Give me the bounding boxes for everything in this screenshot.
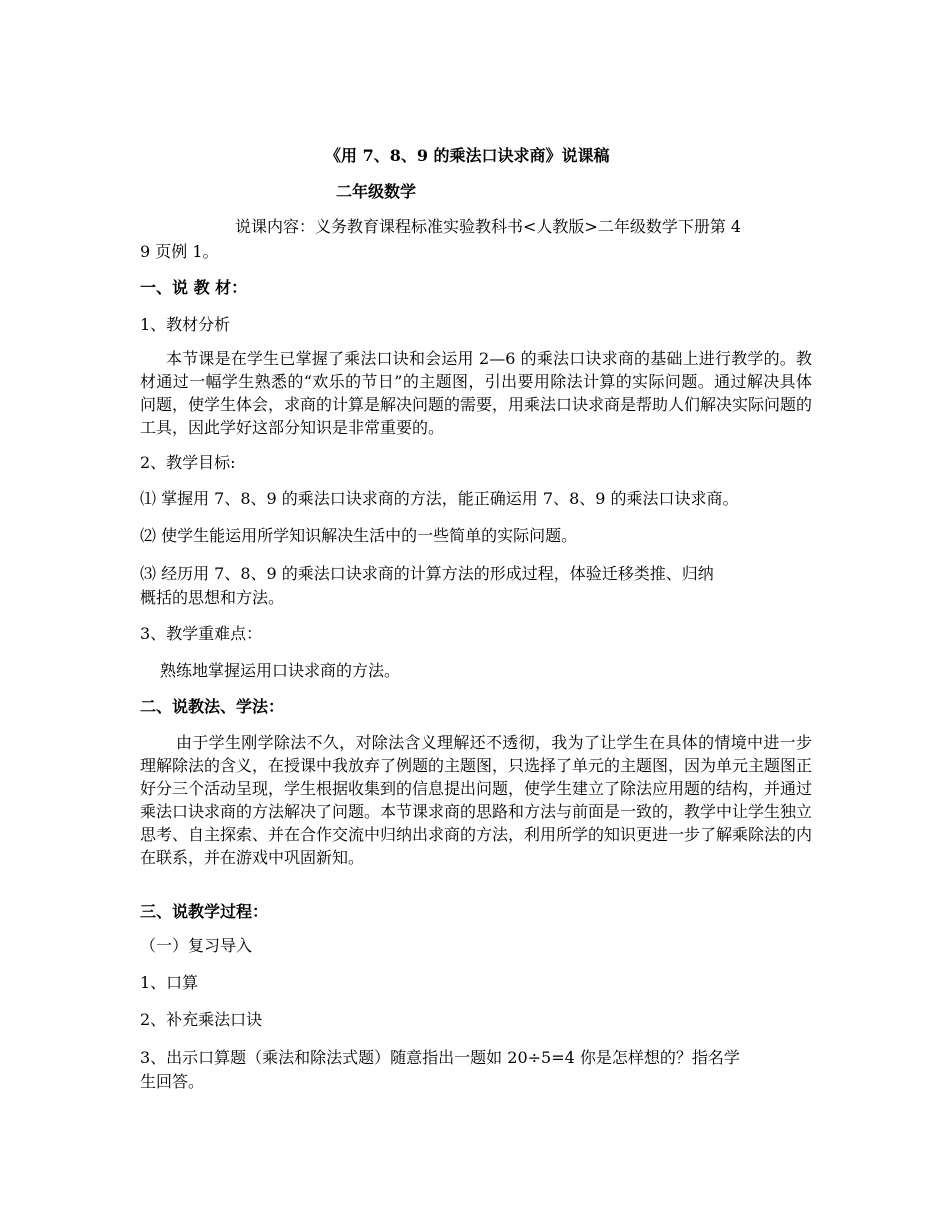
- goal-3-line-1: ⑶ 经历用 7、8、9 的乘法口诀求商的计算方法的形成过程，体验迁移类推、归纳: [140, 564, 714, 583]
- goal-3-line-2: 概括的思想和方法。: [140, 588, 285, 607]
- process-item-1: 1、口算: [140, 973, 199, 992]
- section3-heading: 三、说教学过程：: [140, 902, 269, 921]
- intro-line-2: 9 页例 1。: [140, 242, 219, 261]
- process-item-3-line-1: 3、出示口算题（乘法和除法式题）随意指出一题如 20÷5=4 你是怎样想的？指名学: [140, 1048, 740, 1067]
- section1-sub3: 3、教学重难点：: [140, 624, 263, 643]
- document-subtitle: 二年级数学: [336, 182, 417, 201]
- document-title: 《用 7、8、9 的乘法口诀求商》说课稿: [325, 146, 610, 165]
- process-item-3-line-2: 生回答。: [140, 1072, 205, 1091]
- process-item-2: 2、补充乘法口诀: [140, 1010, 263, 1029]
- key-point: 熟练地掌握运用口诀求商的方法。: [160, 661, 401, 680]
- section1-paragraph: 本节课是在学生已掌握了乘法口诀和会运用 2—6 的乘法口诀求商的基础上进行教学的。教材通过一幅学生熟悉的“欢乐的节日”的主题图，引出要用除法计算的实际问题。通过解决具体问题，使学生体会，求商的计算是解决问题的需要，用乘法口诀求商是帮助人们解决实际问题的工具，因此学好这部分知识是非常重要的。: [140, 349, 813, 437]
- section1-heading: 一、说 教 材：: [140, 278, 248, 297]
- intro-line-1: 说课内容：义务教育课程标准实验教科书<人教版>二年级数学下册第 4: [235, 217, 742, 236]
- section1-sub2: 2、教学目标:: [140, 453, 236, 472]
- section2-paragraph: 由于学生刚学除法不久，对除法含义理解还不透彻，我为了让学生在具体的情境中进一步理解除法的含义，在授课中我放弃了例题的主题图，只选择了单元的主题图，因为单元主题图正好分三个活动呈现，学生根据收集到的信息提出问题，使学生建立了除法应用题的结构，并通过乘法口诀求商的方法解决了问题。本节课求商的思路和方法与前面是一致的，教学中让学生独立思考、自主探索、并在合作交流中归纳出求商的方法，利用所学的知识更进一步了解乘除法的内在联系，并在游戏中巩固新知。: [140, 733, 813, 867]
- goal-1: ⑴ 掌握用 7、8、9 的乘法口诀求商的方法，能正确运用 7、8、9 的乘法口诀求商。: [140, 489, 739, 508]
- section3-sub1: （一）复习导入: [140, 936, 253, 955]
- goal-2: ⑵ 使学生能运用所学知识解决生活中的一些简单的实际问题。: [140, 526, 578, 545]
- section2-heading: 二、说教法、学法：: [140, 697, 285, 716]
- section1-sub1: 1、教材分析: [140, 315, 231, 334]
